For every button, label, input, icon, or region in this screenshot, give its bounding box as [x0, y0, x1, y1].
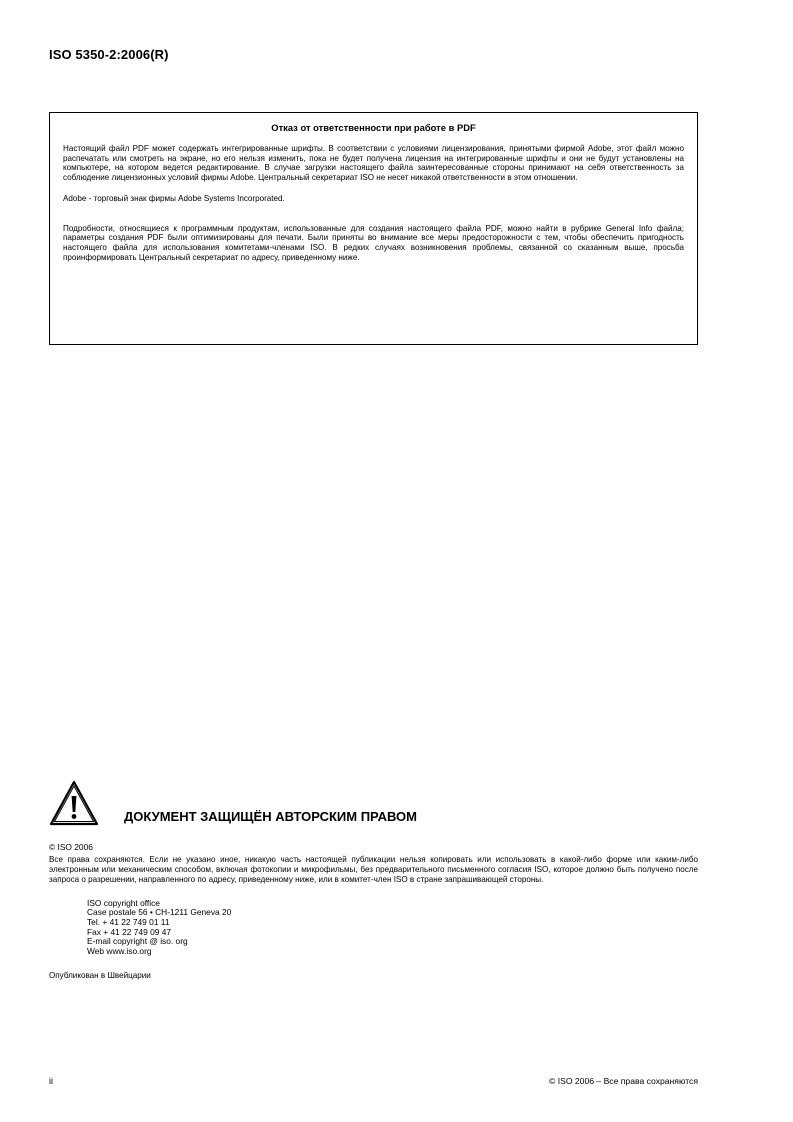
- disclaimer-paragraph-trademark: Adobe - торговый знак фирмы Adobe Systems Incorporated.: [63, 193, 285, 203]
- disclaimer-paragraph-details: Подробности, относящиеся к программным продуктам, использованные для создания настоящего файла PDF, можно найти в рубрике General Info файла; параметры создания PDF были оптимизированы для печати. Были приняты во внимание все меры предосторожности с тем, чтобы обеспечить пригодность настоящего файла для использования комитетами-членами ISO. В редких случаях возникновения проблемы, связанной со сказанным выше, просьба проинформировать Центральный секретариат по адресу, приведенному ниже.: [63, 223, 684, 262]
- copyright-year: © ISO 2006: [49, 842, 93, 852]
- warning-icon: [49, 780, 99, 826]
- footer-copyright: © ISO 2006 – Все права сохраняются: [548, 1076, 698, 1086]
- iso-address: [87, 899, 698, 957]
- copyright-heading: ДОКУМЕНТ ЗАЩИЩЁН АВТОРСКИМ ПРАВОМ: [124, 809, 417, 824]
- copyright-section: [49, 780, 698, 980]
- document-id: ISO 5350-2:2006(R): [49, 47, 169, 62]
- address-line-tel: Tel. + 41 22 749 01 11: [87, 916, 170, 927]
- published-in: Опубликован в Швейцарии: [49, 971, 151, 981]
- disclaimer-title: Отказ от ответственности при работе в PDF: [271, 122, 476, 133]
- address-line-office: ISO copyright office: [87, 897, 160, 908]
- address-line-postal: Case postale 56 • CH-1211 Geneva 20: [87, 907, 232, 918]
- rights-text: Все права сохраняются. Если не указано иное, никакую часть настоящей публикации нельзя копировать или использовать в какой-либо форме или каким-либо электронным или механическим способом, включая фотокопии и микрофильмы, без предварительного письменного согласия ISO, которое должно быть получено после запроса о разрешении, направленного по адресу, приведенному ниже, или в комитет-член ISO в стране запрашивающей стороны.: [49, 855, 698, 884]
- address-line-web: Web www.iso.org: [87, 945, 152, 956]
- pdf-disclaimer-box: [49, 112, 698, 345]
- disclaimer-paragraph-fonts: Настоящий файл PDF может содержать интегрированные шрифты. В соответствии с условиями лицензирования, принятыми фирмой Adobe, этот файл можно распечатать или смотреть на экране, но его нельзя изменить, пока не будет получена лицензия на интегрированные шрифты и они не будут установлены на компьютере, на котором ведется редактирование. В случае загрузки настоящего файла заинтересованные стороны принимают на себя ответственность за соблюдение лицензионных условий фирмы Adobe. Центральный секретариат ISO не несет никакой ответственности в этом отношении.: [63, 144, 684, 183]
- address-line-email: E-mail copyright @ iso. org: [87, 936, 188, 947]
- page-number: ii: [49, 1076, 53, 1086]
- address-line-fax: Fax + 41 22 749 09 47: [87, 926, 172, 937]
